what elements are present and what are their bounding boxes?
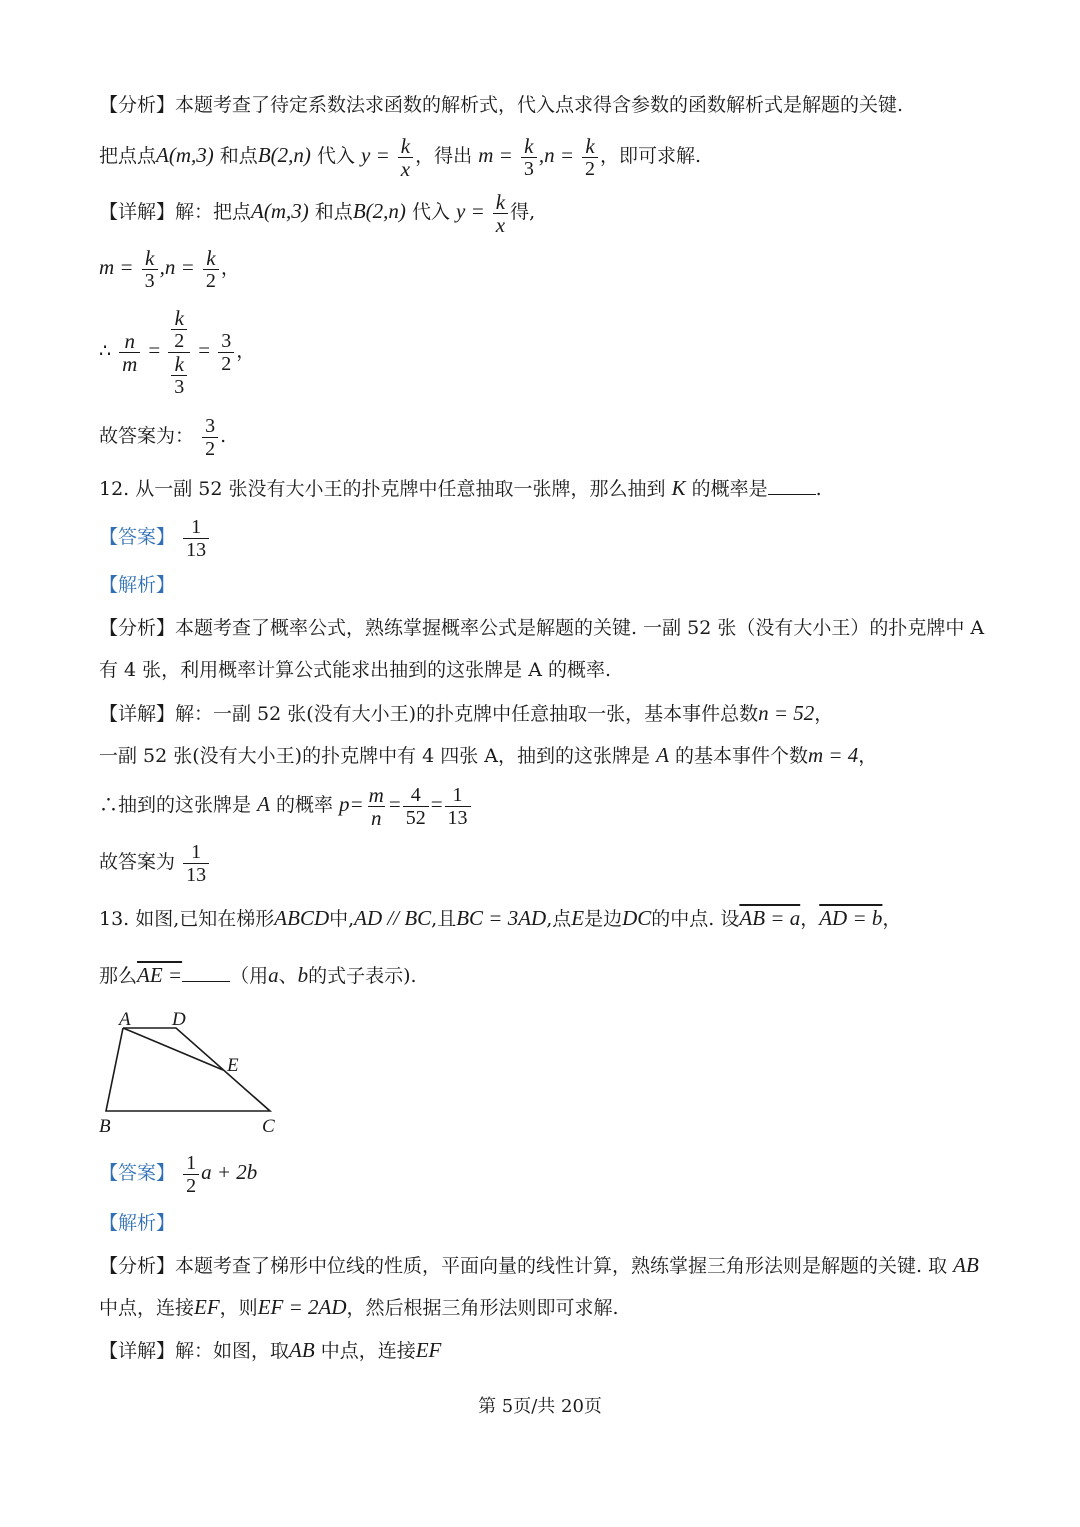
q11-ratio: ∴ $\frac{n}{m}$ = $\frac{\frac{k}{2}}{\frac{k}{3}}$ = $\frac{3}{2}$ ， [99,305,256,398]
answer-blank [182,963,230,982]
q13-answer: 【答案】 $\frac{1}{2}$ a + 2b [99,1151,258,1197]
answer-blank [768,476,816,495]
q11-mn-expr: m = $\frac{k}{3}$ ,n = $\frac{k}{2}$ ， [99,245,240,292]
q12-jiexi: 【解析】 [99,574,176,596]
q11-analysis: 【分析】本题考查了待定系数法求函数的解析式，代入点求得含参数的函数解析式是解题的关键. [99,94,904,116]
q12-detail1: 【详解】解：一副 52 张(没有大小王)的扑克牌中任意抽取一张，基本事件总数n = 52， [99,701,834,725]
label-D: D [172,1009,186,1030]
q13-detail: 【详解】解：如图，取AB 中点，连接EF [99,1338,442,1362]
label-C: C [262,1116,275,1137]
q12-analysis2: 有 4 张，利用概率计算公式能求出抽到的这张牌是 A 的概率. [99,659,612,681]
segment-AE [123,1028,223,1070]
q13-analysis2: 中点，连接EF，则EF = 2AD，然后根据三角形法则即可求解. [99,1295,619,1319]
label-E: E [227,1055,239,1076]
q12-detail3: ∴抽到的这张牌是 A 的概率 p= $\frac{m}{n}$ = $\frac{4}{52}$ = $\frac{1}{13}$ [99,778,473,831]
page-footer: 第 5页/共 20页 [478,1396,602,1417]
complex-fraction: $\frac{\frac{k}{2}}{\frac{k}{3}}$ [168,307,190,398]
q11-answer: 故答案为： $\frac{3}{2}$ . [99,414,227,460]
trapezoid-figure [92,1005,292,1140]
q13-jiexi: 【解析】 [99,1212,176,1234]
q12-answer: 【答案】 $\frac{1}{13}$ [99,512,211,562]
frac-k-over-x: $\frac{k}{x}$ [398,135,413,180]
label-B: B [99,1116,111,1137]
q11-analysis-line2: 把点点A(m,3) 和点B(2,n) 代入 y = $\frac{k}{x}$ ，得出 m = $\frac{k}{3}$ ,n = $\frac{k}{2}$ ，即可求解. [99,133,702,181]
q13-analysis1: 【分析】本题考查了梯形中位线的性质，平面向量的线性计算，熟练掌握三角形法则是解题的关键. 取 AB [99,1253,979,1277]
q12-detail2: 一副 52 张(没有大小王)的扑克牌中有 4 四张 A，抽到的这张牌是 A 的基本事件个数m = 4， [99,743,878,767]
q11-detail: 【详解】解：把点A(m,3) 和点B(2,n) 代入 y = $\frac{k}{x}$ 得, [99,189,536,237]
q13-question2: 那么AE = （用a、b的式子表示). [99,963,417,987]
trapezoid-edges [106,1028,270,1111]
label-A: A [119,1009,131,1030]
q13-question: 13. 如图,已知在梯形ABCD中,AD // BC,且BC = 3AD,点E是边DC的中点. 设AB = a，AD = b， [99,906,902,930]
q12-question: 12. 从一副 52 张没有大小王的扑克牌中任意抽取一张牌，那么抽到 K 的概率是 . [99,476,822,500]
q12-analysis1: 【分析】本题考查了概率公式，熟练掌握概率公式是解题的关键. 一副 52 张（没有大小王）的扑克牌中 A [99,617,985,639]
q12-final: 故答案为 $\frac{1}{13}$ [99,836,211,888]
